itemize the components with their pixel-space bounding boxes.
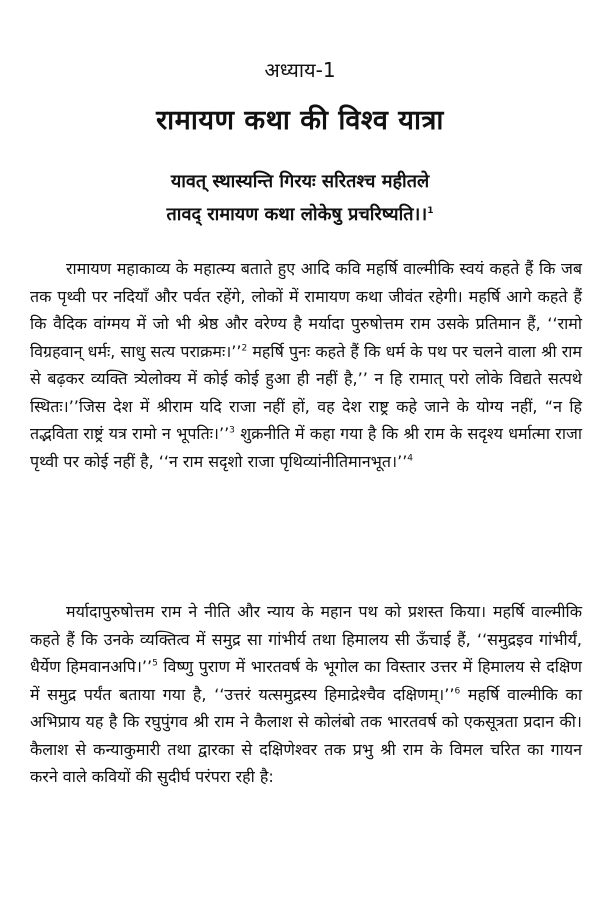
paragraph-text: विष्णु पुराण में भारतवर्ष के भूगोल का विस्तार उत्तर में हिमालय से दक्षिण में समुद्र पर्यंत बताया गया है, ‘‘उत्तरं यत्समुद्रस्य हिमाद्रेश्चैव दक्षिणम्।’’ [30, 657, 582, 704]
verse-line-1: यावत् स्थास्यन्ति गिरयः सरितश्च महीतले [170, 171, 430, 192]
verse-line-2-text: तावद् रामायण कथा लोकेषु प्रचरिष्यति।। [166, 204, 428, 225]
footnote-marker: 5 [152, 658, 158, 669]
paragraph-text: रामायण महाकाव्य के महात्म्य बताते हुए आदि कवि महर्षि वाल्मीकि स्वयं कहते हैं कि जब तक पृथ्वी पर नदियाँ और पर्वत रहेंगे, लोकों में रामायण कथा जीवंत रहेगी। महर्षि आगे कहते हैं कि वैदिक वांग्मय में जो भी श्रेष्ठ और वरेण्य है मर्यादा पुरुषोत्तम राम उसके प्रतिमान हैं, ‘‘रामो विग्रहवान् धर्मः, साधु सत्य पराक्रमः।’’ [30, 259, 582, 361]
paragraph-2 [30, 598, 582, 791]
paragraph-text: मर्यादापुरुषोत्तम राम ने नीति और न्याय के महान पथ को प्रशस्त किया। महर्षि वाल्मीकि कहते हैं कि उनके व्यक्तित्व में समुद्र सा गांभीर्य तथा हिमालय सी ऊँचाई हैं, ‘‘समुद्रइव गांभीर्यं, धैर्येण हिमवानअपि।’’ [30, 602, 582, 676]
paragraph-text: शुक्रनीति में कहा गया है कि श्री राम के सदृश्य धर्मात्मा राजा पृथ्वी पर कोई नहीं है, ‘‘न राम सदृशो राजा पृथिव्यांनीतिमानभूत।’’ [30, 424, 582, 471]
paragraph-1 [30, 255, 582, 475]
footnote-marker: 2 [241, 343, 248, 354]
verse-line-2 [0, 198, 600, 231]
footnote-marker: 4 [407, 453, 414, 464]
sanskrit-verse [0, 165, 600, 231]
paragraph-text: महर्षि वाल्मीकि का अभिप्राय यह है कि रघुपुंगव श्री राम ने कैलाश से कोलंबो तक भारतवर्ष को एकसूत्रता प्रदान की। कैलाश से कन्याकुमारी तथा द्वारका से दक्षिणेश्वर तक प्रभु श्री राम के विमल चरित का गायन करने वाले कवियों की सुदीर्घ परंपरा रही है: [30, 684, 582, 786]
footnote-marker: 3 [229, 425, 235, 436]
paragraph-text: महर्षि पुनः कहते हैं कि धर्म के पथ पर चलने वाला श्री राम से बढ़कर व्यक्ति त्र्येलोक्य में कोई कोई हुआ ही नहीं है,’’ न हि रामात् परो लोके विद्यते सत्पथे स्थितः।’’जिस देश में श्रीराम यदि राजा नहीं हों, वह देश राष्ट्र कहे जाने के योग्य नहीं, “न हि तद्भविता राष्ट्रं यत्र रामो न भूपतिः।’’ [30, 341, 582, 443]
chapter-label: अध्याय-1 [264, 58, 336, 82]
footnote-marker: 6 [454, 686, 461, 697]
footnote-marker: 1 [427, 206, 434, 216]
chapter-title: रामायण कथा की विश्व यात्रा [156, 105, 444, 136]
